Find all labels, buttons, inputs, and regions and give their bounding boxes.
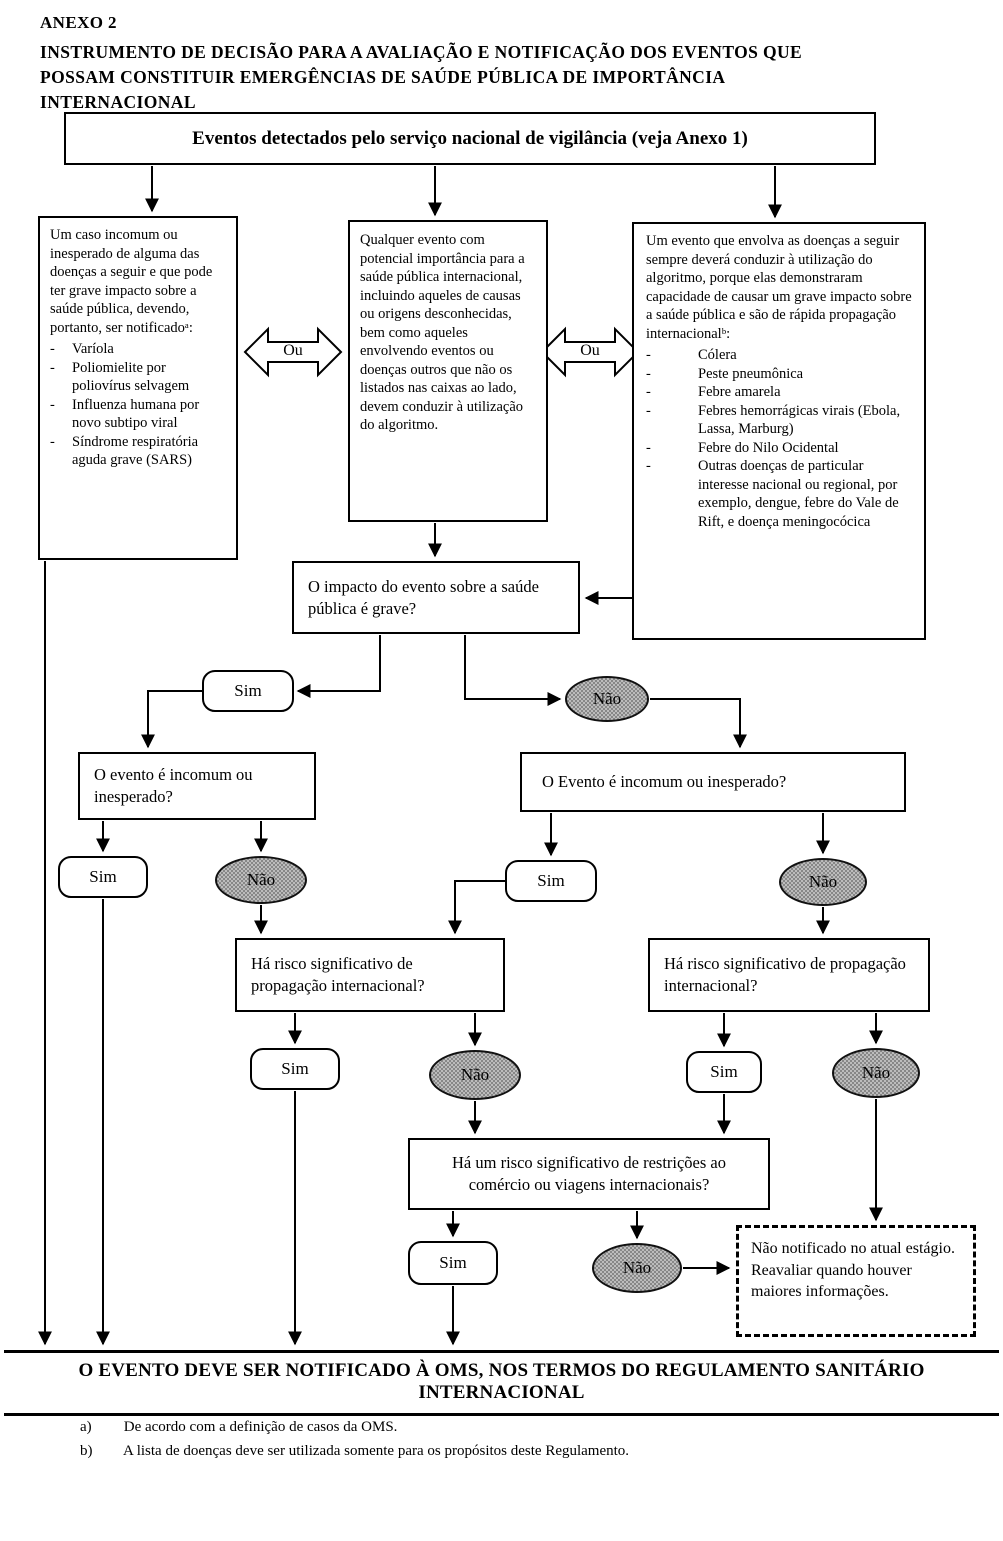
dash-marker: - bbox=[646, 402, 651, 419]
dash-marker: - bbox=[646, 439, 651, 456]
sim-q-impact: Sim bbox=[202, 670, 294, 712]
nao-q-unusual-left: Não bbox=[215, 856, 307, 904]
right-disease-box bbox=[632, 222, 926, 640]
footnote-b bbox=[80, 1443, 629, 1460]
disease-item bbox=[646, 365, 912, 384]
disease-item-text: Febre amarela bbox=[698, 384, 781, 400]
footnote-a bbox=[80, 1419, 397, 1436]
disease-item-text: Influenza humana por novo subtipo viral bbox=[72, 396, 200, 431]
sim-q-spread-right: Sim bbox=[686, 1051, 762, 1093]
sim-q-unusual-right: Sim bbox=[505, 860, 597, 902]
dash-marker: - bbox=[646, 458, 651, 474]
nao-q-spread-left: Não bbox=[429, 1050, 521, 1100]
nao-q-unusual-right: Não bbox=[779, 858, 867, 906]
disease-item-text: Poliomielite por poliovírus selvagem bbox=[72, 359, 190, 394]
right-box-intro: Um evento que envolva as doenças a seguir sempre deverá conduzir à utilização do algoritmo, porque elas demonstraram capacidade de causar um grave impacto sobre a saúde pública e são de rápida propagação internacionalᵇ: bbox=[646, 233, 912, 342]
footnote-a-marker: a) bbox=[80, 1419, 92, 1435]
dash-marker: - bbox=[646, 384, 651, 400]
sim-q-restrictions: Sim bbox=[408, 1241, 498, 1285]
nao-q-spread-right: Não bbox=[832, 1048, 920, 1098]
ou-connector-label-right: Ou bbox=[580, 342, 600, 359]
document-title bbox=[40, 40, 920, 115]
dash-marker: - bbox=[50, 396, 55, 413]
left-disease-box bbox=[38, 216, 238, 560]
disease-item-text: Peste pneumônica bbox=[698, 365, 804, 382]
disease-item bbox=[50, 433, 226, 470]
question-text: O impacto do evento sobre a saúde pública é grave? bbox=[308, 576, 539, 618]
footnote-b-text: A lista de doenças deve ser utilizada somente para os propósitos deste Regulamento. bbox=[122, 1443, 630, 1459]
dash-marker: - bbox=[50, 433, 55, 450]
footnote-b-marker: b) bbox=[80, 1443, 93, 1459]
ou-connector-label-left: Ou bbox=[283, 342, 303, 359]
disease-item bbox=[646, 402, 912, 439]
not-notified-box: Não notificado no atual estágio. Reavaliar quando houver maiores informações. bbox=[736, 1225, 976, 1337]
disease-item bbox=[646, 439, 912, 458]
question-text: Há risco significativo de propagação internacional? bbox=[251, 954, 425, 995]
disease-item bbox=[50, 396, 226, 433]
events-detected-box: Eventos detectados pelo serviço nacional de vigilância (veja Anexo 1) bbox=[64, 112, 876, 165]
anexo-label: ANEXO 2 bbox=[40, 13, 117, 32]
title-line: INTERNACIONAL bbox=[40, 92, 196, 112]
nao-q-restrictions: Não bbox=[592, 1243, 682, 1293]
disease-item-text: Síndrome respiratória aguda grave (SARS) bbox=[72, 433, 199, 468]
left-disease-list bbox=[50, 340, 226, 470]
disease-item bbox=[646, 383, 912, 402]
question-spread-right-box bbox=[648, 938, 930, 1012]
question-text: Há risco significativo de propagação internacional? bbox=[664, 954, 906, 995]
disease-item bbox=[646, 457, 912, 531]
question-text: O Evento é incomum ou inesperado? bbox=[542, 772, 787, 791]
disease-item-text: Febre do Nilo Ocidental bbox=[698, 439, 839, 456]
question-unusual-left-box bbox=[78, 752, 316, 820]
title-line: INSTRUMENTO DE DECISÃO PARA A AVALIAÇÃO E NOTIFICAÇÃO DOS EVENTOS QUE bbox=[40, 42, 803, 62]
dash-marker: - bbox=[646, 365, 651, 382]
disease-item bbox=[50, 359, 226, 396]
any-event-box: Qualquer evento com potencial importância para a saúde pública internacional, incluindo aqueles de causas ou origens desconhecidas, bem como aqueles envolvendo eventos ou doenças outros que não os listados nas caixas ao lado, devem conduzir à utilização do algoritmo. bbox=[348, 220, 548, 522]
disease-item-text: Outras doenças de particular interesse nacional ou regional, por exemplo, dengue, febre do Vale de Rift, e doença meningocócica bbox=[698, 458, 899, 530]
question-unusual-right-box bbox=[520, 752, 906, 812]
question-restrictions-box bbox=[408, 1138, 770, 1210]
question-text: Há um risco significativo de restrições ao comércio ou viagens internacionais? bbox=[452, 1153, 726, 1194]
disease-item-text: Varíola bbox=[72, 341, 114, 357]
footnote-a-text: De acordo com a definição de casos da OMS. bbox=[123, 1419, 398, 1435]
sim-q-spread-left: Sim bbox=[250, 1048, 340, 1090]
question-impact-box bbox=[292, 561, 580, 634]
nao-q-impact: Não bbox=[565, 676, 649, 722]
disease-item-text: Febres hemorrágicas virais (Ebola, Lassa, Marburg) bbox=[698, 402, 901, 437]
disease-item bbox=[50, 340, 226, 359]
right-disease-list bbox=[646, 346, 912, 531]
question-text: O evento é incomum ou inesperado? bbox=[94, 765, 253, 806]
dash-marker: - bbox=[50, 359, 55, 376]
title-line: POSSAM CONSTITUIR EMERGÊNCIAS DE SAÚDE PÚBLICA DE IMPORTÂNCIA bbox=[40, 67, 726, 87]
left-box-intro: Um caso incomum ou inesperado de alguma das doenças a seguir e que pode ter grave impacto sobre a saúde pública, devendo, portanto, ser notificadoᵃ: bbox=[50, 227, 213, 336]
notify-oms-bar: O EVENTO DEVE SER NOTIFICADO À OMS, NOS TERMOS DO REGULAMENTO SANITÁRIO INTERNACIONAL bbox=[4, 1350, 999, 1416]
disease-item-text: Cólera bbox=[698, 347, 737, 363]
dash-marker: - bbox=[646, 347, 651, 363]
sim-q-unusual-left: Sim bbox=[58, 856, 148, 898]
question-spread-left-box bbox=[235, 938, 505, 1012]
disease-item bbox=[646, 346, 912, 365]
dash-marker: - bbox=[50, 341, 55, 357]
